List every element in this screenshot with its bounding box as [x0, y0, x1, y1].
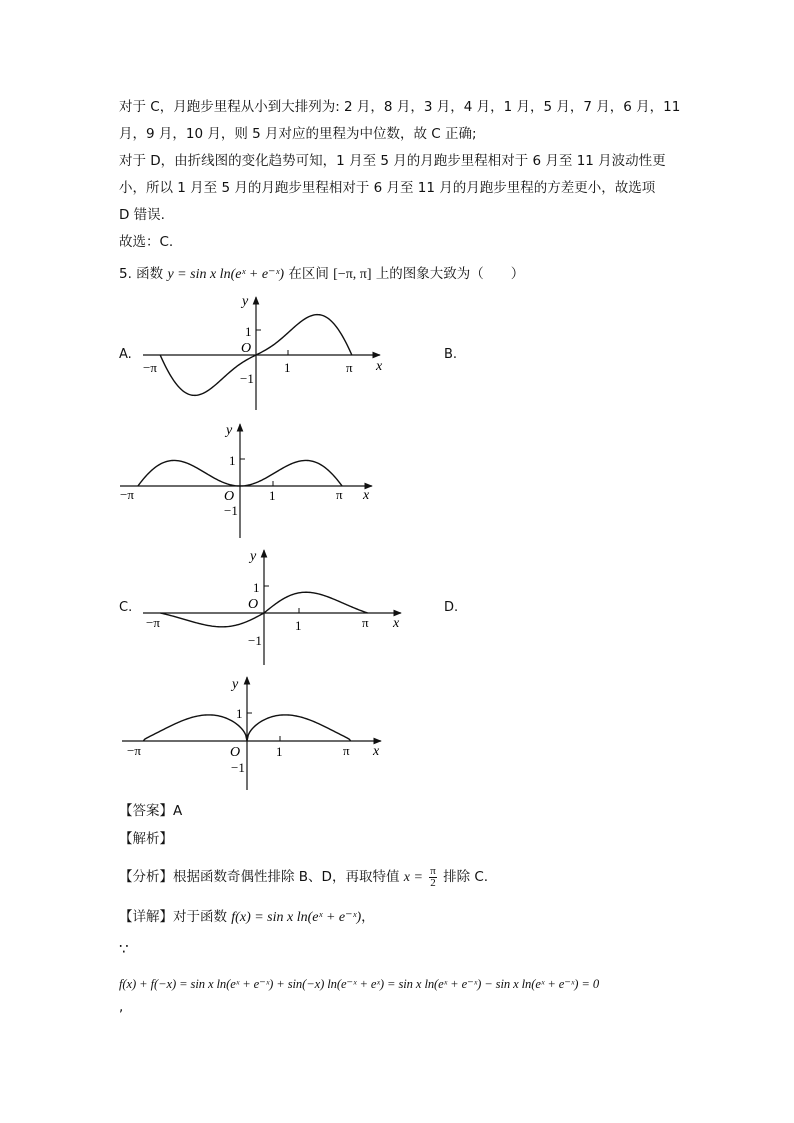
- graph-a-origin: O: [241, 341, 252, 356]
- question-interval: [−π, π]: [333, 267, 372, 282]
- fenxi-text-a: 根据函数奇偶性排除 B、D，再取特值: [173, 869, 400, 885]
- graph-b: [120, 423, 372, 538]
- graph-d: [122, 677, 381, 790]
- graph-a-x-label: x: [376, 359, 383, 374]
- fenxi-x: x =: [403, 870, 423, 885]
- graph-a-tick-one: 1: [284, 360, 291, 375]
- graph-c-tick-one: 1: [295, 618, 302, 633]
- graph-c-neg-pi: −π: [146, 615, 160, 630]
- fenxi-fraction-numerator: π: [430, 864, 436, 877]
- graph-a-neg-pi: −π: [143, 360, 157, 375]
- option-d-label: D.: [444, 600, 459, 615]
- xiangjie-comma: ，: [361, 909, 375, 925]
- graph-d-neg-pi: −π: [127, 743, 141, 758]
- graph-a-y-label: y: [242, 294, 249, 309]
- graph-d-pi: π: [343, 743, 350, 758]
- graph-d-y-label: y: [232, 677, 239, 692]
- graph-c-origin: O: [248, 597, 259, 612]
- paragraph-d-line-3: D 错误.: [119, 207, 165, 223]
- fenxi-text-b: 排除 C.: [443, 869, 489, 885]
- graph-c-one: 1: [253, 580, 260, 595]
- paragraph-d-line-1: 对于 D，由折线图的变化趋势可知，1 月至 5 月的月跑步里程相对于 6 月至 11 月波动性更: [119, 153, 666, 169]
- graph-c-x-label: x: [393, 616, 400, 631]
- graph-c-pi: π: [362, 615, 369, 630]
- fenxi-fraction-denominator: 2: [430, 876, 436, 889]
- answer-line: [119, 802, 182, 820]
- option-a-label: A.: [119, 347, 132, 362]
- xiangjie-line: [119, 908, 375, 927]
- graph-b-one: 1: [229, 453, 236, 468]
- question-tail: 上的图象大致为（ ）: [375, 266, 525, 282]
- graph-b-pi: π: [336, 487, 343, 502]
- graph-d-origin: O: [230, 745, 241, 760]
- fenxi-fraction: [429, 866, 437, 889]
- option-c-label: C.: [119, 600, 133, 615]
- selection-line: 故选：C.: [119, 234, 174, 250]
- graph-d-tick-one: 1: [276, 744, 283, 759]
- question-number: 5. 函数: [119, 266, 164, 282]
- graph-c-neg-one: −1: [248, 633, 262, 648]
- xiangjie-text-a: 对于函数: [173, 909, 227, 925]
- fenxi-line: [119, 864, 488, 891]
- graph-a: [143, 294, 383, 410]
- graph-b-neg-one: −1: [224, 503, 238, 518]
- xiangjie-tag: 【详解】: [119, 909, 173, 925]
- graph-c: [143, 549, 401, 665]
- graph-a-pi: π: [346, 360, 353, 375]
- graph-b-origin: O: [224, 489, 235, 504]
- because-symbol: ∵: [119, 940, 129, 958]
- graph-c-y-label: y: [250, 549, 257, 564]
- graph-a-neg-one: −1: [240, 371, 254, 386]
- option-b-label: B.: [444, 347, 458, 362]
- answer-value: A: [173, 803, 183, 819]
- graph-a-one: 1: [245, 324, 252, 339]
- fenxi-tag: 【分析】: [119, 869, 173, 885]
- graph-d-one: 1: [236, 706, 243, 721]
- graph-b-tick-one: 1: [269, 488, 276, 503]
- equation-comma: ,: [119, 999, 124, 1015]
- question-mid: 在区间: [288, 266, 329, 282]
- paragraph-d-line-2: 小，所以 1 月至 5 月的月跑步里程相对于 6 月至 11 月的月跑步里程的方差更小，故选项: [119, 180, 656, 196]
- xiangjie-function: f(x) = sin x ln(eˣ + e⁻ˣ): [231, 910, 362, 925]
- answer-tag: 【答案】: [119, 803, 173, 819]
- graph-b-y-label: y: [226, 423, 233, 438]
- graph-b-x-label: x: [363, 488, 370, 503]
- graph-d-neg-one: −1: [231, 760, 245, 775]
- graph-b-neg-pi: −π: [120, 487, 134, 502]
- long-equation: f(x) + f(−x) = sin x ln(eˣ + e⁻ˣ) + sin(−x) ln(e⁻ˣ + eˣ) = sin x ln(eˣ + e⁻ˣ) − sin x ln(eˣ + e⁻ˣ) = 0: [119, 977, 600, 991]
- paragraph-c-line-2: 月，9 月，10 月，则 5 月对应的里程为中位数，故 C 正确;: [119, 126, 477, 142]
- graph-d-x-label: x: [373, 744, 380, 759]
- paragraph-c-line-1: 对于 C，月跑步里程从小到大排列为: 2 月，8 月，3 月，4 月，1 月，5 月，7 月，6 月，11: [119, 99, 681, 115]
- analysis-tag: 【解析】: [119, 831, 173, 847]
- question-function: y = sin x ln(eˣ + e⁻ˣ): [167, 267, 285, 282]
